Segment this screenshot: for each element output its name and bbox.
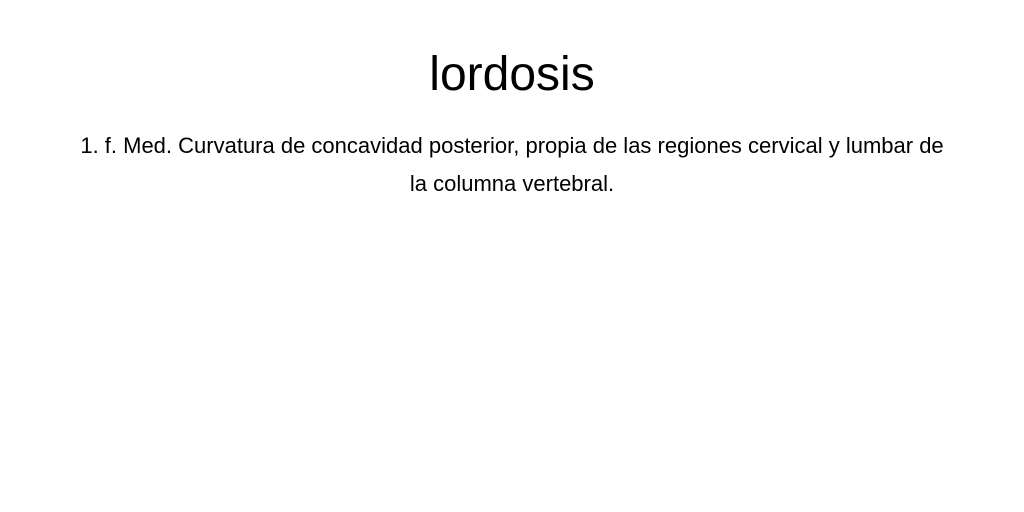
definition-text: 1. f. Med. Curvatura de concavidad posterior, propia de las regiones cervical y lumbar de la columna vertebral. (80, 133, 944, 196)
headword-title: lordosis (429, 48, 595, 101)
